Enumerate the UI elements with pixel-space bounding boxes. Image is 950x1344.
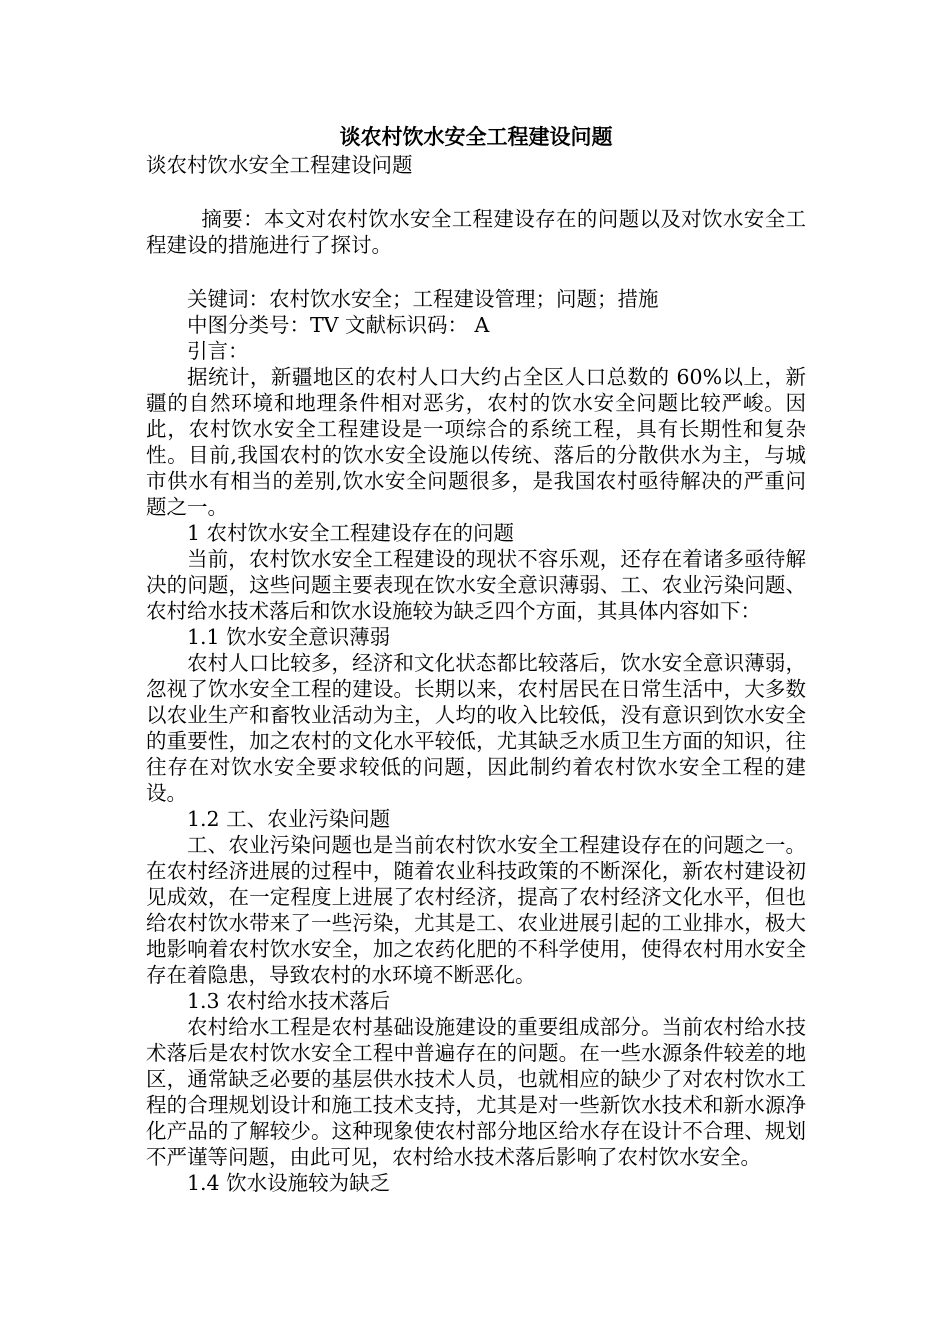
document-subtitle: 谈农村饮水安全工程建设问题 — [146, 153, 413, 177]
section-heading-1-2: 1.2 工、农业污染问题 — [187, 807, 391, 831]
section-heading-1-4: 1.4 饮水设施较为缺乏 — [187, 1171, 391, 1195]
section-1-1-paragraph: 农村人口比较多，经济和文化状态都比较落后，饮水安全意识薄弱，忽视了饮水安全工程的建设。长期以来，农村居民在日常生活中，大多数以农业生产和畜牧业活动为主，人均的收入比较低，没有意识到饮水安全的重要性，加之农村的文化水平较低，尤其缺乏水质卫生方面的知识，往往存在对饮水安全要求较低的问题，因此制约着农村饮水安全工程的建设。 — [146, 651, 806, 805]
document-title: 谈农村饮水安全工程建设问题 — [339, 125, 613, 149]
keywords-line: 关键词：农村饮水安全；工程建设管理；问题；措施 — [187, 287, 659, 311]
section-1-paragraph: 当前，农村饮水安全工程建设的现状不容乐观，还存在着诸多亟待解决的问题，这些问题主要表现在饮水安全意识薄弱、工、农业污染问题、农村给水技术落后和饮水设施较为缺乏四个方面，其具体内容如下： — [146, 547, 806, 623]
section-heading-1-3: 1.3 农村给水技术落后 — [187, 989, 391, 1013]
section-heading-1-1: 1.1 饮水安全意识薄弱 — [187, 625, 391, 649]
classification-line: 中图分类号：TV 文献标识码： A — [187, 313, 490, 337]
section-heading-1: 1 农村饮水安全工程建设存在的问题 — [187, 521, 515, 545]
spacer — [146, 258, 806, 286]
section-1-3-paragraph: 农村给水工程是农村基础设施建设的重要组成部分。当前农村给水技术落后是农村饮水安全工程中普遍存在的问题。在一些水源条件较差的地区，通常缺乏必要的基层供水技术人员，也就相应的缺少了对农村饮水工程的合理规划设计和施工技术支持，尤其是对一些新饮水技术和新水源净化产品的了解较少。这种现象使农村部分地区给水存在设计不合理、规划不严谨等问题，由此可见，农村给水技术落后影响了农村饮水安全。 — [146, 1015, 806, 1169]
intro-heading: 引言： — [187, 339, 249, 363]
intro-paragraph: 据统计，新疆地区的农村人口大约占全区人口总数的 60%以上，新疆的自然环境和地理条件相对恶劣，农村的饮水安全问题比较严峻。因此，农村饮水安全工程建设是一项综合的系统工程，具有长期性和复杂性。目前,我国农村的饮水安全设施以传统、落后的分散供水为主，与城市供水有相当的差别,饮水安全问题很多，是我国农村亟待解决的严重问题之一。 — [146, 365, 806, 519]
document-page — [146, 122, 806, 1196]
abstract-paragraph: 摘要：本文对农村饮水安全工程建设存在的问题以及对饮水安全工程建设的措施进行了探讨。 — [146, 207, 806, 257]
spacer — [146, 178, 806, 206]
section-1-2-paragraph: 工、农业污染问题也是当前农村饮水安全工程建设存在的问题之一。在农村经济进展的过程中，随着农业科技政策的不断深化，新农村建设初见成效，在一定程度上进展了农村经济，提高了农村经济文化水平，但也给农村饮水带来了一些污染，尤其是工、农业进展引起的工业排水，极大地影响着农村饮水安全，加之农药化肥的不科学使用，使得农村用水安全存在着隐患，导致农村的水环境不断恶化。 — [146, 833, 806, 987]
